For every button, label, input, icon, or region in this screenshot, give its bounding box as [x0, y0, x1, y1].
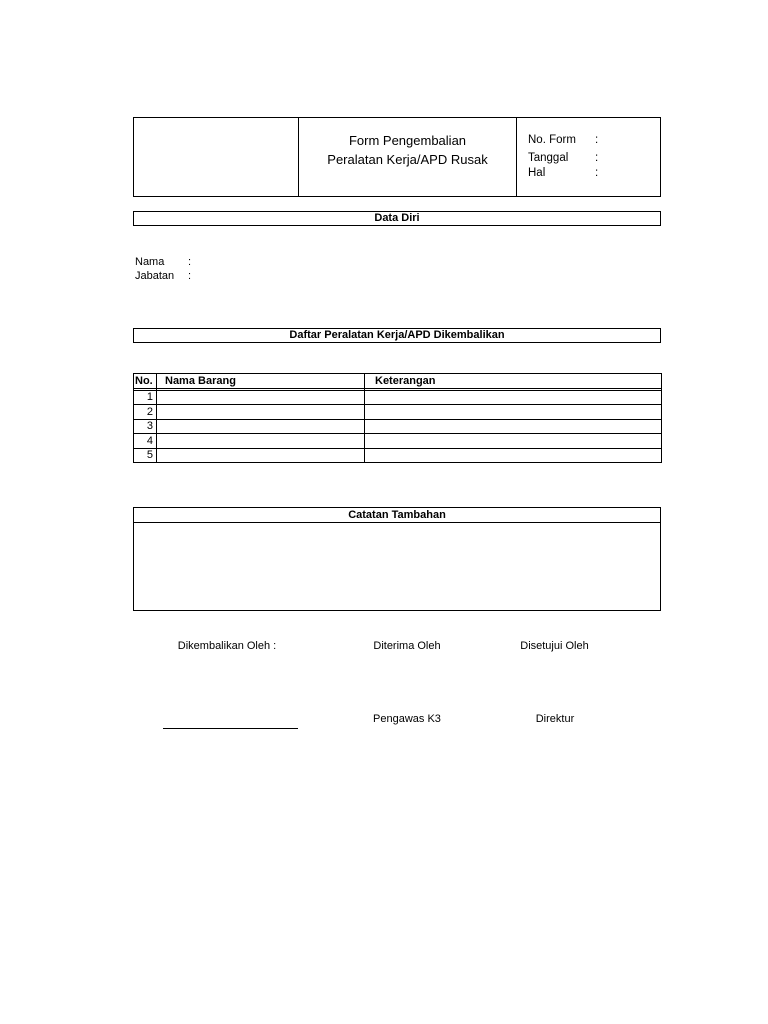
tanggal-label: Tanggal — [528, 152, 569, 164]
form-title — [299, 131, 516, 169]
table-row — [134, 390, 662, 405]
direktur-label: Direktur — [535, 713, 575, 725]
daftar-heading: Daftar Peralatan Kerja/APD Dikembalikan — [133, 328, 661, 343]
keterangan-cell[interactable] — [365, 419, 662, 434]
pengawas-k3-label: Pengawas K3 — [373, 713, 441, 725]
header-divider-right — [516, 118, 517, 196]
form-header — [133, 117, 661, 197]
keterangan-cell[interactable] — [365, 390, 662, 405]
table-row — [134, 419, 662, 434]
catatan-box — [133, 507, 661, 611]
hal-label: Hal — [528, 167, 546, 179]
no-form-label: No. Form — [528, 134, 576, 146]
nama-label: Nama — [135, 256, 165, 268]
catatan-heading: Catatan Tambahan — [134, 508, 660, 523]
col-header-no: No. — [134, 374, 157, 389]
row-number: 2 — [134, 405, 157, 420]
row-number: 4 — [134, 434, 157, 449]
no-form-colon: : — [595, 134, 599, 146]
keterangan-cell[interactable] — [365, 434, 662, 449]
nama-barang-cell[interactable] — [157, 390, 365, 405]
diterima-oleh-label: Diterima Oleh — [373, 640, 441, 652]
row-number: 3 — [134, 419, 157, 434]
table-header-row — [134, 374, 662, 389]
keterangan-cell[interactable] — [365, 405, 662, 420]
row-number: 5 — [134, 448, 157, 463]
items-table — [133, 373, 662, 463]
form-title-line1: Form Pengembalian — [348, 133, 467, 148]
nama-barang-cell[interactable] — [157, 419, 365, 434]
row-number: 1 — [134, 390, 157, 405]
signature-line — [163, 728, 298, 729]
jabatan-label: Jabatan — [135, 270, 175, 282]
col-header-keterangan: Keterangan — [365, 374, 662, 389]
data-diri-heading: Data Diri — [133, 211, 661, 226]
col-header-nama-barang: Nama Barang — [157, 374, 365, 389]
tanggal-colon: : — [595, 152, 599, 164]
table-row — [134, 448, 662, 463]
keterangan-cell[interactable] — [365, 448, 662, 463]
table-row — [134, 405, 662, 420]
nama-barang-cell[interactable] — [157, 434, 365, 449]
table-row — [134, 434, 662, 449]
disetujui-oleh-label: Disetujui Oleh — [520, 640, 589, 652]
nama-barang-cell[interactable] — [157, 448, 365, 463]
dikembalikan-oleh-label: Dikembalikan Oleh : — [177, 640, 277, 652]
nama-barang-cell[interactable] — [157, 405, 365, 420]
nama-colon: : — [188, 256, 192, 268]
hal-colon: : — [595, 167, 599, 179]
jabatan-colon: : — [188, 270, 192, 282]
catatan-textarea[interactable] — [134, 523, 660, 611]
form-title-line2: Peralatan Kerja/APD Rusak — [327, 152, 488, 167]
